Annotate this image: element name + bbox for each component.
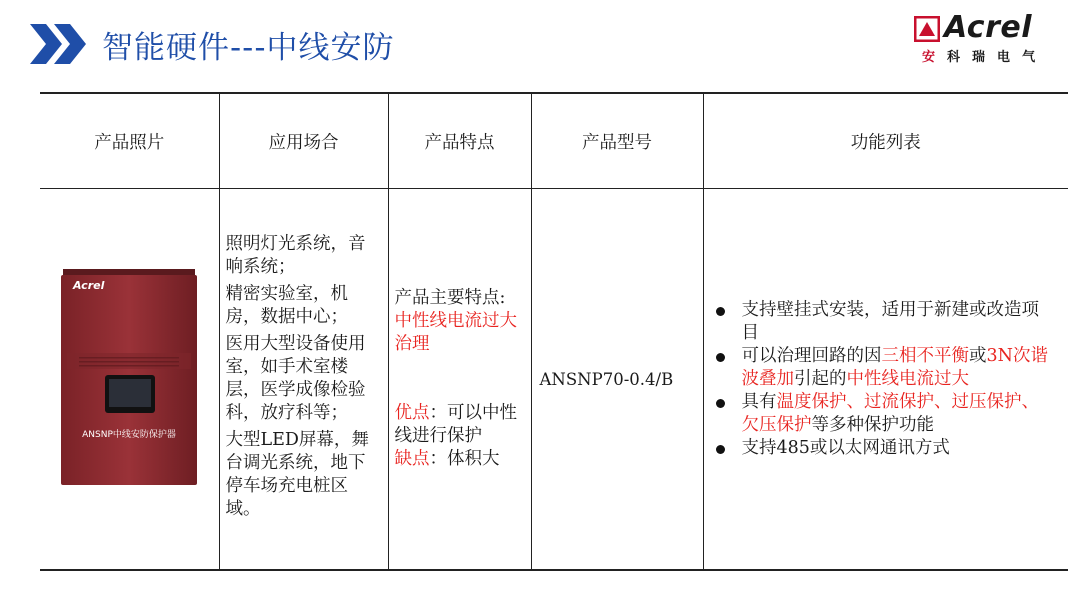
function-item: 支持485或以太网通讯方式 — [712, 437, 1049, 460]
application-cell — [219, 189, 388, 571]
header-application: 应用场合 — [219, 93, 388, 189]
page-title: 智能硬件---中线安防 — [102, 29, 395, 66]
product-spec-table — [40, 92, 1068, 571]
features-main: 中性线电流过大治理 — [394, 311, 517, 354]
slide-header — [30, 14, 395, 74]
header-model: 产品型号 — [531, 93, 703, 189]
product-photo-cell — [40, 189, 219, 571]
function-item: 具有温度保护、过流保护、过压保护、欠压保护等多种保护功能 — [712, 391, 1049, 437]
table-header-row — [40, 93, 1068, 189]
bullet-icon — [716, 353, 725, 362]
double-chevron-icon — [30, 24, 88, 64]
function-item: 支持壁挂式安装，适用于新建或改造项目 — [712, 299, 1049, 345]
logo-brand: Acrel — [944, 10, 1033, 45]
features-disadvantage: 缺点：体积大 — [394, 449, 500, 469]
bullet-icon — [716, 399, 725, 408]
function-item: 可以治理回路的因三相不平衡或3N次谐波叠加引起的中性线电流过大 — [712, 345, 1049, 391]
device-label: ANSNP中线安防保护器 — [82, 430, 177, 440]
acrel-logo-mark-icon — [914, 16, 940, 42]
application-item: 精密实验室，机房，数据中心； — [225, 284, 348, 327]
application-item: 医用大型设备使用室，如手术室楼层，医学成像检验科，放疗科等； — [225, 334, 366, 423]
functions-cell — [703, 189, 1068, 571]
device-brand: Acrel — [73, 279, 105, 292]
application-item: 照明灯光系统，音响系统； — [225, 234, 366, 277]
bullet-icon — [716, 445, 725, 454]
product-photo — [59, 267, 199, 487]
acrel-logo — [914, 12, 1054, 68]
features-cell — [388, 189, 531, 571]
header-photo: 产品照片 — [40, 93, 219, 189]
table-row — [40, 189, 1068, 571]
features-advantage: 优点：可以中性线进行保护 — [394, 403, 517, 446]
function-list — [712, 299, 1049, 460]
logo-cn: 安科瑞电气 — [922, 50, 1048, 65]
header-functions: 功能列表 — [703, 93, 1068, 189]
model-cell: ANSNP70-0.4/B — [531, 189, 703, 571]
application-item: 大型LED屏幕，舞台调光系统，地下停车场充电桩区域。 — [225, 430, 369, 519]
features-intro: 产品主要特点: — [394, 288, 506, 308]
header-features: 产品特点 — [388, 93, 531, 189]
bullet-icon — [716, 307, 725, 316]
